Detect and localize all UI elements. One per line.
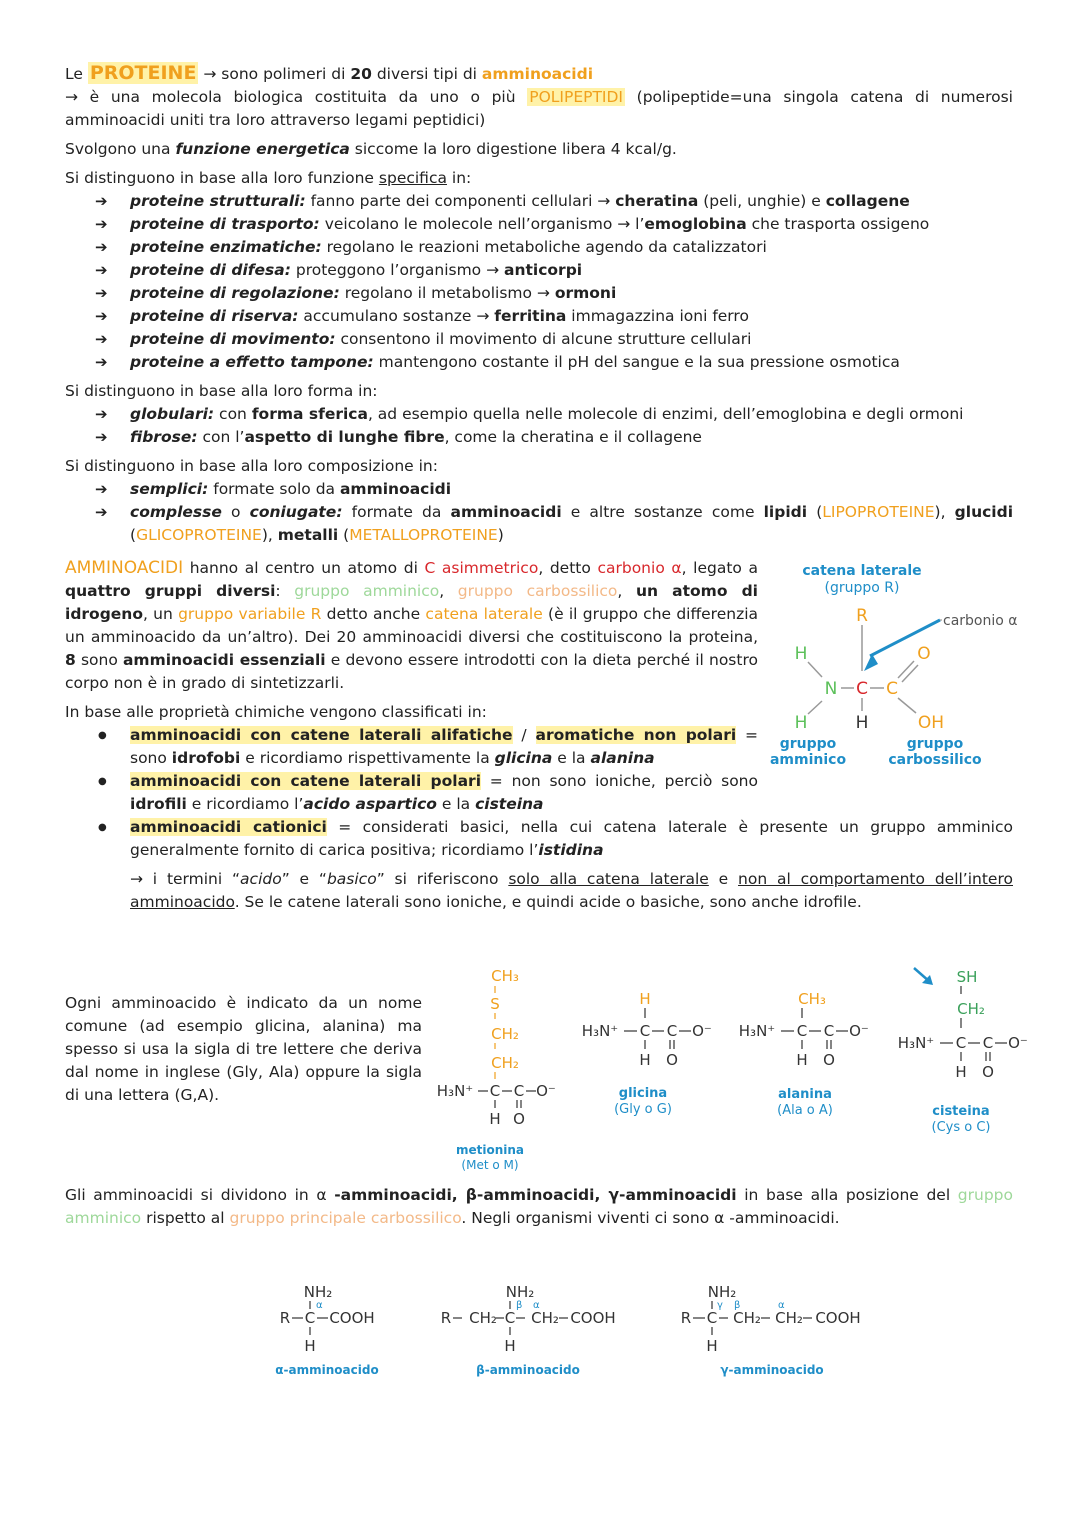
- met-label: (Met o M): [461, 1158, 519, 1172]
- svg-text:R: R: [440, 1309, 452, 1327]
- amminoacidi-block: [65, 557, 758, 816]
- svg-text:O⁻: O⁻: [536, 1082, 556, 1100]
- composizione-lead: Si distinguono in base alla loro composizione in:: [65, 457, 438, 475]
- list-item: ➔ proteine di trasporto: veicolano le molecole nell’organismo → l’emoglobina che trasporta ossigeno: [95, 213, 1013, 236]
- list-item: ➔ proteine enzimatiche: regolano le reazioni metaboliche agendo da catalizzatori: [95, 236, 1013, 259]
- list-item: ➔ semplici: formate solo da amminoacidi: [95, 478, 1013, 501]
- amminico-label: amminico: [770, 752, 847, 768]
- list-item: ● amminoacidi cationici = considerati basici, nella cui catena laterale è presente un gruppo amminico generalmente fornito di carica positiva; ricordiamo l’istidina: [95, 816, 1013, 862]
- carbossilico-label: carbossilico: [888, 752, 982, 768]
- alpha-structure: [275, 1283, 378, 1377]
- classi-list-cont: [65, 816, 1013, 862]
- svg-text:CH₂: CH₂: [531, 1309, 559, 1327]
- svg-text:CH₃: CH₃: [491, 967, 519, 985]
- svg-text:γ: γ: [717, 1300, 723, 1311]
- svg-text:O⁻: O⁻: [849, 1022, 869, 1040]
- svg-text:H: H: [504, 1337, 516, 1355]
- atom-c-carboxyl: C: [886, 679, 898, 699]
- amino-acid-structure-figure: [770, 558, 1020, 773]
- svg-text:α: α: [778, 1300, 785, 1311]
- svg-text:COOH: COOH: [329, 1309, 375, 1327]
- classi-lead: In base alle proprietà chimiche vengono classificati in:: [65, 703, 487, 721]
- list-item: ➔ proteine di regolazione: regolano il metabolismo → ormoni: [95, 282, 1013, 305]
- svg-text:C: C: [504, 1309, 516, 1327]
- svg-text:α: α: [533, 1300, 540, 1311]
- svg-text:α: α: [316, 1300, 323, 1311]
- svg-text:O: O: [666, 1051, 678, 1069]
- cys-label: (Cys o C): [931, 1120, 991, 1135]
- svg-text:C: C: [823, 1022, 835, 1040]
- funzione-list: [65, 190, 1013, 374]
- svg-text:O⁻: O⁻: [1008, 1034, 1028, 1052]
- svg-text:H: H: [796, 1051, 808, 1069]
- svg-text:H: H: [489, 1110, 501, 1128]
- svg-text:C: C: [666, 1022, 678, 1040]
- svg-text:β: β: [734, 1300, 741, 1311]
- svg-text:C: C: [304, 1309, 316, 1327]
- atom-oh: OH: [917, 713, 945, 733]
- svg-text:CH₂: CH₂: [491, 1054, 519, 1072]
- svg-text:H: H: [639, 1051, 651, 1069]
- svg-text:COOH: COOH: [570, 1309, 616, 1327]
- intro-line-2: → è una molecola biologica costituita da uno o più POLIPEPTIDI (polipeptide=una singola catena di numerosi amminoacidi uniti tra loro attraverso legami peptidici): [65, 88, 1013, 129]
- metionina-label: metionina: [455, 1143, 525, 1157]
- svg-text:H: H: [955, 1063, 967, 1081]
- bond-c-o-1: [898, 661, 914, 678]
- svg-text:O: O: [982, 1063, 994, 1081]
- svg-text:C: C: [955, 1034, 967, 1052]
- note-acido-basico: → i termini “acido” e “basico” si riferiscono solo alla catena laterale e non al comportamento dell’intero amminoacido. Se le catene laterali sono ioniche, e quindi acide o basiche, sono anche idrofile.: [130, 870, 1013, 911]
- list-item: ● amminoacidi con catene laterali polari = non sono ioniche, perciò sono idrofili e ricordiamo l’acido aspartico e la cisteina: [95, 770, 758, 816]
- cisteina-structure: [898, 968, 1028, 1135]
- atom-r: R: [856, 606, 868, 626]
- svg-text:O: O: [513, 1110, 525, 1128]
- atom-h-alpha: H: [855, 713, 869, 733]
- svg-text:H: H: [706, 1337, 718, 1355]
- svg-text:COOH: COOH: [815, 1309, 861, 1327]
- list-item: ➔ fibrose: con l’aspetto di lunghe fibre, come la cheratina e il collagene: [95, 426, 1013, 449]
- beta-label: β-amminoacido: [476, 1363, 580, 1377]
- svg-text:NH₂: NH₂: [303, 1283, 333, 1301]
- svg-text:CH₂: CH₂: [775, 1309, 803, 1327]
- intro-line-1: Le PROTEINE → sono polimeri di 20 diversi tipi di amminoacidi: [65, 62, 594, 84]
- forma-list: [65, 403, 1013, 449]
- svg-text:R: R: [680, 1309, 692, 1327]
- svg-text:C: C: [489, 1082, 501, 1100]
- gruppo-label-1: gruppo: [779, 736, 837, 752]
- gruppo-label-2: gruppo: [906, 736, 964, 752]
- svg-text:SH: SH: [956, 968, 978, 986]
- svg-text:O⁻: O⁻: [692, 1022, 712, 1040]
- gamma-label: γ-amminoacido: [720, 1363, 824, 1377]
- svg-text:C: C: [513, 1082, 525, 1100]
- svg-text:R: R: [279, 1309, 291, 1327]
- list-item: ➔ proteine di difesa: proteggono l’organismo → anticorpi: [95, 259, 1013, 282]
- metionina-structure: [437, 967, 556, 1172]
- bond-h-n: [808, 662, 822, 677]
- svg-text:β: β: [516, 1300, 523, 1311]
- atom-h-top: H: [794, 644, 808, 664]
- amminoacidi-paragraph: AMMINOACIDI hanno al centro un atomo di C asimmetrico, detto carbonio α, legato a quattro gruppi diversi: gruppo amminico, gruppo carbossilico, un atomo di idrogeno, un gruppo variabile R detto anche catena laterale (è il gruppo che differenzia un amminoacido da un’altro). Dei 20 amminoacidi diversi che costituiscono la proteina, 8 sono amminoacidi essenziali e devono essere introdotti con la dieta perché il nostro corpo non è in grado di sintetizzarli.: [65, 558, 759, 692]
- bond-c-o-2: [902, 665, 918, 682]
- carbonio-alpha-label: carbonio α: [943, 613, 1018, 629]
- svg-text:H₃N⁺: H₃N⁺: [436, 1082, 474, 1100]
- alpha-label: α-amminoacido: [275, 1363, 379, 1377]
- svg-text:NH₂: NH₂: [505, 1283, 535, 1301]
- svg-text:C: C: [796, 1022, 808, 1040]
- svg-text:O: O: [823, 1051, 835, 1069]
- list-item: ➔ globulari: con forma sferica, ad esempio quella nelle molecole di enzimi, dell’emoglobina e degli ormoni: [95, 403, 1013, 426]
- atom-n: N: [824, 679, 838, 699]
- alanina-structure: [739, 990, 869, 1118]
- glicina-structure: [582, 990, 712, 1117]
- svg-text:CH₂: CH₂: [957, 1000, 985, 1018]
- bond-n-h: [808, 701, 822, 714]
- posizione-paragraph: Gli amminoacidi si dividono in α -amminoacidi, β-amminoacidi, γ-amminoacidi in base alla posizione del gruppo amminico rispetto al gruppo principale carbossilico. Negli organismi viventi ci sono α -amminoacidi.: [65, 1186, 1013, 1227]
- svg-text:CH₃: CH₃: [798, 990, 826, 1008]
- title-proteine: PROTEINE: [89, 62, 197, 84]
- beta-structure: [441, 1283, 616, 1377]
- atom-c-alpha: C: [856, 679, 868, 699]
- svg-text:S: S: [490, 995, 500, 1013]
- energy-line: Svolgono una funzione energetica siccome la loro digestione libera 4 kcal/g.: [65, 140, 677, 158]
- alanina-label: alanina: [778, 1087, 832, 1102]
- forma-lead: Si distinguono in base alla loro forma in:: [65, 382, 378, 400]
- catena-label: catena laterale: [802, 563, 922, 579]
- composizione-list: [65, 478, 1013, 547]
- svg-text:C: C: [706, 1309, 718, 1327]
- alpha-beta-gamma-figure: [270, 1275, 880, 1385]
- svg-text:NH₂: NH₂: [707, 1283, 737, 1301]
- list-item: ➔ proteine a effetto tampone: mantengono costante il pH del sangue e la sua pressione osmotica: [95, 351, 1013, 374]
- svg-text:CH₂: CH₂: [733, 1309, 761, 1327]
- svg-text:H: H: [304, 1337, 316, 1355]
- atom-h-bottom: H: [794, 713, 808, 733]
- cisteina-label: cisteina: [932, 1104, 990, 1119]
- glicina-label: glicina: [618, 1086, 668, 1101]
- list-item: ➔ proteine di riserva: accumulano sostanze → ferritina immagazzina ioni ferro: [95, 305, 1013, 328]
- svg-text:CH₂: CH₂: [469, 1309, 497, 1327]
- sigle-paragraph: Ogni amminoacido è indicato da un nome comune (ad esempio glicina, alanina) ma spesso si usa la sigla di tre lettere che deriva dal nome in inglese (Gly, Ala) oppure la sigla di una lettera (G,A).: [65, 994, 422, 1104]
- atom-o: O: [917, 644, 931, 664]
- svg-text:H₃N⁺: H₃N⁺: [897, 1034, 935, 1052]
- gruppo-r-label: (gruppo R): [824, 580, 900, 596]
- gamma-structure: [681, 1283, 861, 1377]
- svg-text:CH₂: CH₂: [491, 1025, 519, 1043]
- list-item: ➔ proteine di movimento: consentono il movimento di alcune strutture cellulari: [95, 328, 1013, 351]
- svg-text:H₃N⁺: H₃N⁺: [581, 1022, 619, 1040]
- ala-label: (Ala o A): [777, 1103, 833, 1118]
- classi-list: [65, 724, 758, 816]
- list-item: ➔ proteine strutturali: fanno parte dei componenti cellulari → cheratina (peli, unghie) e collagene: [95, 190, 1013, 213]
- svg-text:C: C: [982, 1034, 994, 1052]
- bond-c-oh: [898, 698, 916, 713]
- list-item: ● amminoacidi con catene laterali alifatiche / aromatiche non polari = sono idrofobi e ricordiamo rispettivamente la glicina e la alanina: [95, 724, 758, 770]
- gly-label: (Gly o G): [614, 1102, 672, 1117]
- arrow-head-icon: [864, 654, 878, 671]
- svg-text:H₃N⁺: H₃N⁺: [738, 1022, 776, 1040]
- list-item: ➔ complesse o coniugate: formate da amminoacidi e altre sostanze come lipidi (LIPOPROTEINE), glucidi (GLICOPROTEINE), metalli (METALLOPROTEINE): [95, 501, 1013, 547]
- svg-text:H: H: [639, 990, 651, 1008]
- amino-acids-figure: [430, 960, 1050, 1175]
- funzione-lead: Si distinguono in base alla loro funzione specifica in:: [65, 169, 472, 187]
- svg-text:C: C: [639, 1022, 651, 1040]
